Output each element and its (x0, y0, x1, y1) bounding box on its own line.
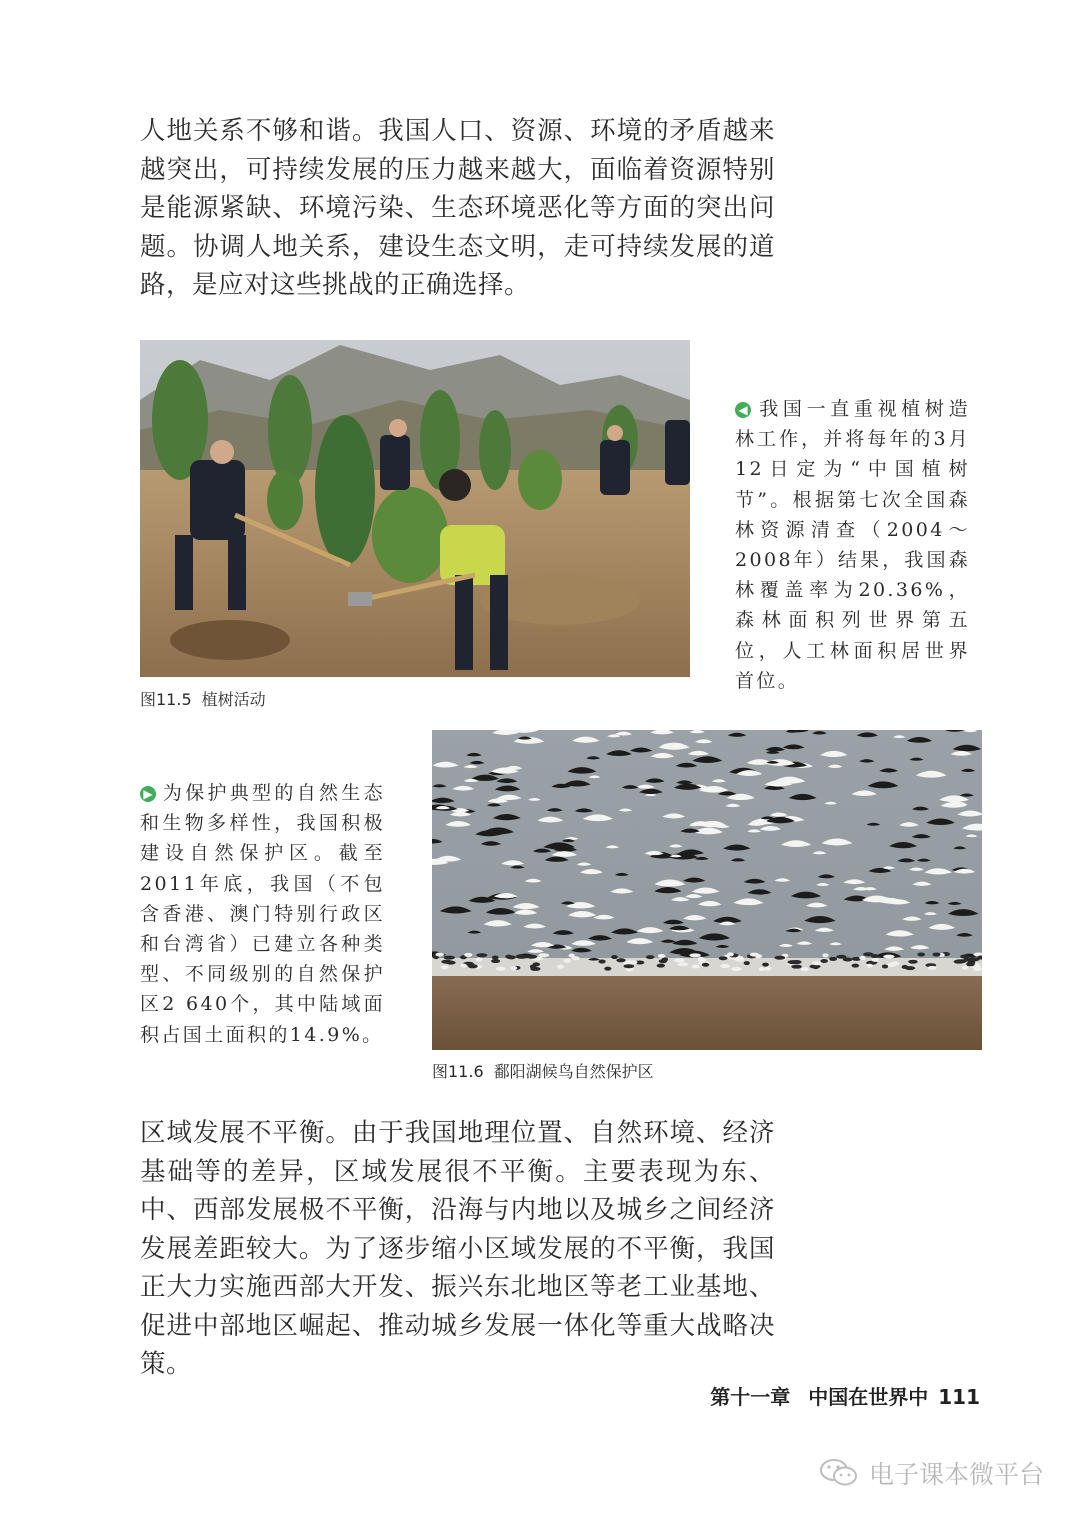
bird-shape (689, 953, 700, 957)
figure-1-title: 植树活动 (201, 690, 266, 709)
bird-shape (917, 952, 925, 956)
paragraph-2-body: 由于我国地理位置、自然环境、经济基础等的差异，区域发展很不平衡。主要表现为东、中、西部发展极不平衡，沿海与内地以及城乡之间经济发展差距较大。为了逐步缩小区域发展的不平衡，我国正大力实施西部大开发、振兴东北地区等老工业基地、促进中部地区崛起、推动城乡发展一体化等重大战略决策。 (140, 1118, 775, 1379)
bird-shape (859, 956, 866, 960)
bird-shape (927, 966, 936, 970)
bird-shape (731, 967, 741, 971)
chapter-title: 中国在世界中 (808, 1385, 929, 1409)
sidenote-1-text: 我国一直重视植树造林工作，并将每年的3月12日定为“中国植树节”。根据第七次全国森林资源清查（2004～2008年）结果，我国森林覆盖率为20.36%，森林面积列世界第五位，人工林面积居世界首位。 (735, 398, 970, 692)
bird-shape (658, 954, 666, 958)
wechat-icon (819, 1457, 859, 1489)
bird-shape (812, 961, 822, 965)
bird-shape (962, 966, 968, 970)
bird-shape (646, 955, 654, 959)
bird-shape (791, 965, 802, 969)
bird-shape (822, 953, 828, 957)
sidenote-2-text: 为保护典型的自然生态和生物多样性，我国积极建设自然保护区。截至2011年底，我国（不包含香港、澳门特别行政区和台湾省）已建立各种类型、不同级别的自然保护区2 640个，其中陆域面积占国土面积的14.9%。 (140, 782, 385, 1046)
bird-shape (758, 967, 765, 971)
bird-shape (627, 960, 637, 964)
figure-1-label: 图11.5 (140, 690, 192, 709)
bird-shape (966, 962, 975, 966)
bird-shape (762, 963, 769, 967)
bird-shape (530, 965, 536, 969)
bird-shape (720, 964, 730, 968)
bird-shape (727, 952, 734, 956)
tree-planting-photo (140, 340, 690, 677)
bird-shape (867, 964, 873, 968)
paragraph-1-heading: 人地关系不够和谐。 (140, 116, 379, 146)
bird-shape (954, 960, 965, 964)
bird-shape (492, 956, 499, 960)
bird-shape (801, 967, 809, 971)
bird-shape (616, 958, 625, 962)
page-footer (710, 1381, 980, 1410)
bird-shape (611, 955, 618, 959)
bird-shape (809, 965, 820, 969)
bird-shape (538, 953, 549, 957)
bird-shape (677, 962, 688, 966)
bird-shape (852, 964, 860, 968)
bird-shape (744, 961, 750, 965)
bird-shape (435, 952, 444, 956)
sidenote-nature-reserve (140, 778, 385, 1050)
bird-shape (872, 958, 879, 962)
body-paragraph-2 (140, 1114, 775, 1384)
bird-shape (516, 955, 527, 959)
bird-shape (691, 964, 699, 968)
arrow-right-icon: ▶ (140, 786, 156, 802)
bird-shape (774, 956, 785, 960)
bird-shape (441, 965, 449, 969)
bird-shape (702, 963, 710, 967)
body-paragraph-1 (140, 112, 775, 305)
bird-shape (734, 957, 744, 961)
bird-shape (563, 959, 571, 963)
bird-shape (507, 955, 516, 959)
bird-shape (510, 966, 517, 970)
bird-shape (882, 964, 888, 968)
bird-shape (719, 956, 728, 960)
sidenote-tree-planting (735, 394, 970, 696)
bird-shape (604, 967, 611, 971)
bird-shape (792, 960, 802, 964)
bird-shape (460, 964, 467, 968)
watermark (819, 1455, 1044, 1491)
bird-shape (750, 953, 759, 957)
figure-caption-1 (140, 687, 266, 710)
bird-shape (526, 955, 537, 959)
figure-caption-2 (432, 1059, 654, 1082)
bird-shape (973, 967, 982, 971)
paragraph-2-heading: 区域发展不平衡。 (140, 1118, 352, 1148)
bird-shape (890, 962, 899, 966)
bird-shape (598, 960, 605, 964)
arrow-left-icon: ◀ (735, 402, 751, 418)
bird-shape (674, 958, 685, 962)
bird-shape (468, 964, 478, 968)
bird-shape (569, 954, 575, 958)
paragraph-1-body: 我国人口、资源、环境的矛盾越来越突出，可持续发展的压力越来越大，面临着资源特别是能源紧缺、环境污染、生态环境恶化等方面的突出问题。协调人地关系，建设生态文明，走可持续发展的道路，是应对这些挑战的正确选择。 (140, 116, 775, 300)
bird-shape (476, 953, 487, 957)
bird-shape (883, 955, 895, 959)
bird-shape (764, 967, 771, 971)
migratory-birds-photo (432, 730, 982, 1050)
watermark-text: 电子课本微平台 (868, 1460, 1044, 1489)
bird-shape (464, 953, 472, 957)
bird-shape (908, 960, 918, 964)
figure-2-label: 图11.6 (432, 1062, 484, 1081)
bird-shape (446, 961, 456, 965)
bird-shape (871, 954, 879, 958)
bird-shape (905, 966, 915, 970)
bird-shape (476, 958, 483, 962)
bird-shape (491, 959, 500, 963)
page-number: 111 (938, 1385, 980, 1409)
bird-shape (829, 957, 837, 961)
bird-shape (843, 958, 853, 962)
bird-shape (444, 956, 455, 960)
bird-shape (557, 965, 564, 969)
bird-shape (496, 967, 506, 971)
bird-shape (659, 959, 667, 963)
bird-shape (932, 952, 940, 956)
figure-2-title: 鄱阳湖候鸟自然保护区 (493, 1062, 654, 1081)
bird-shape (657, 964, 665, 968)
chapter-number: 第十一章 (710, 1385, 791, 1409)
bird-shape (820, 959, 828, 963)
bird-shape (623, 964, 634, 968)
bird-shape (964, 957, 970, 961)
